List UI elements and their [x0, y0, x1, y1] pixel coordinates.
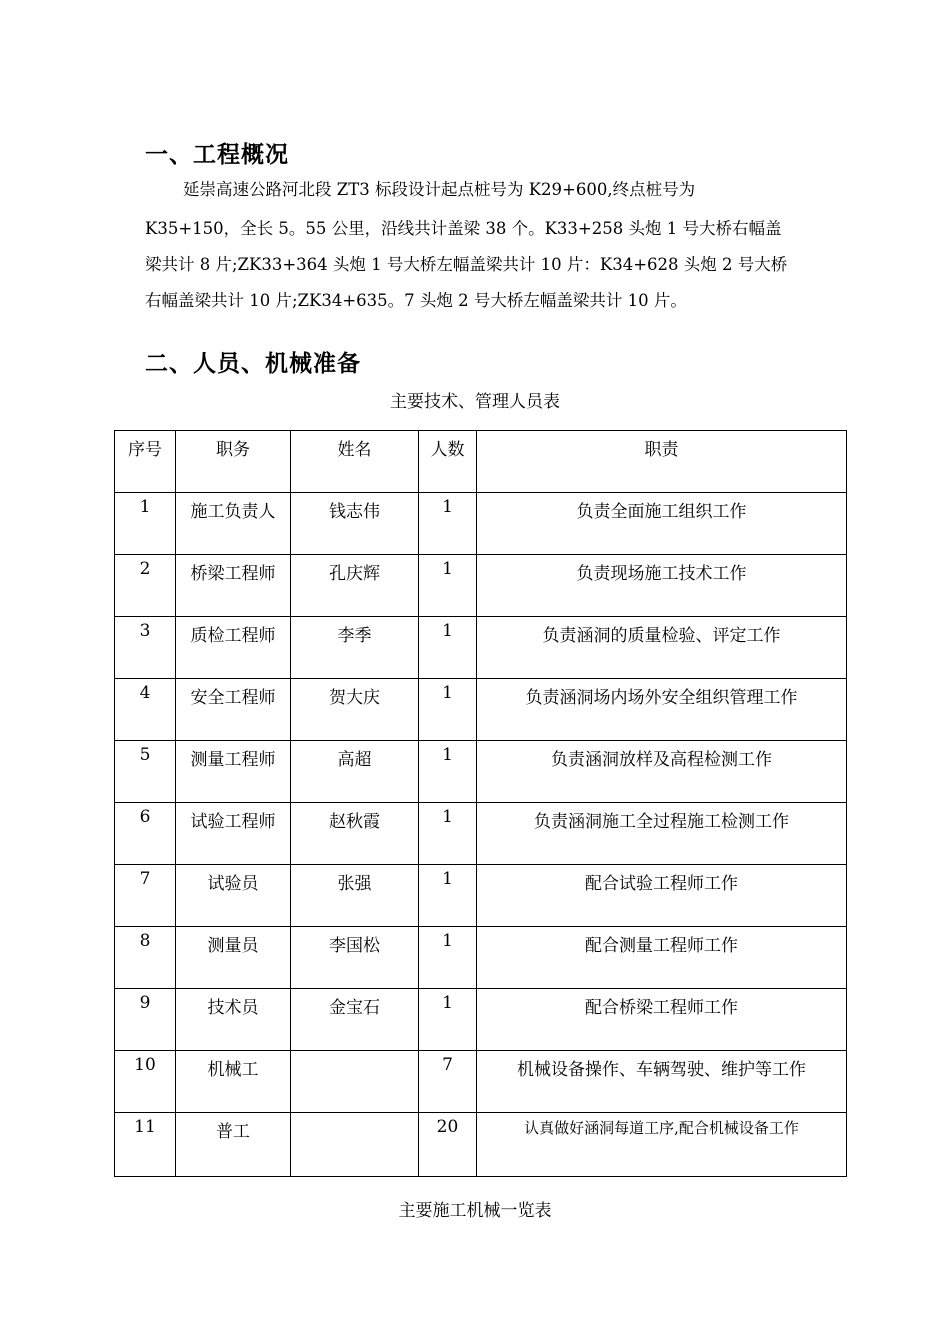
cell-position: 测量工程师: [176, 741, 291, 803]
table-header-row: [115, 431, 847, 493]
cell-name: [291, 1051, 419, 1113]
cell-duty: 负责现场施工技术工作: [477, 555, 847, 617]
table-row: [115, 679, 847, 741]
cell-index: 3: [115, 617, 176, 679]
header-duty: 职责: [477, 431, 847, 493]
cell-name: 高超: [291, 741, 419, 803]
cell-count: 1: [419, 679, 477, 741]
table-row: [115, 555, 847, 617]
cell-name: [291, 1113, 419, 1177]
cell-duty: 机械设备操作、车辆驾驶、维护等工作: [477, 1051, 847, 1113]
cell-index: 9: [115, 989, 176, 1051]
table-row: [115, 803, 847, 865]
cell-count: 1: [419, 617, 477, 679]
table-row: [115, 741, 847, 803]
cell-name: 钱志伟: [291, 493, 419, 555]
cell-name: 李季: [291, 617, 419, 679]
cell-position: 普工: [176, 1113, 291, 1177]
cell-duty: 负责涵洞的质量检验、评定工作: [477, 617, 847, 679]
cell-name: 赵秋霞: [291, 803, 419, 865]
header-name: 姓名: [291, 431, 419, 493]
table-row: [115, 1051, 847, 1113]
header-count: 人数: [419, 431, 477, 493]
cell-name: 孔庆辉: [291, 555, 419, 617]
cell-name: 李国松: [291, 927, 419, 989]
cell-duty: 认真做好涵洞每道工序,配合机械设备工作: [477, 1113, 847, 1177]
overview-line-3: 梁共计 8 片;ZK33+364 头炮 1 号大桥左幅盖梁共计 10 片：K34+628 头炮 2 号大桥: [145, 255, 788, 274]
staff-table: [114, 430, 847, 1177]
header-index: 序号: [115, 431, 176, 493]
cell-name: 贺大庆: [291, 679, 419, 741]
table-row: [115, 865, 847, 927]
cell-duty: 配合测量工程师工作: [477, 927, 847, 989]
personnel-heading: 二、人员、机械准备: [145, 351, 361, 377]
cell-duty: 配合桥梁工程师工作: [477, 989, 847, 1051]
table-row: [115, 927, 847, 989]
cell-count: 20: [419, 1113, 477, 1177]
cell-name: 张强: [291, 865, 419, 927]
cell-index: 10: [115, 1051, 176, 1113]
cell-count: 1: [419, 803, 477, 865]
cell-count: 1: [419, 493, 477, 555]
cell-index: 4: [115, 679, 176, 741]
cell-count: 1: [419, 927, 477, 989]
table-row: [115, 493, 847, 555]
cell-duty: 负责涵洞放样及高程检测工作: [477, 741, 847, 803]
cell-duty: 配合试验工程师工作: [477, 865, 847, 927]
cell-count: 1: [419, 989, 477, 1051]
cell-index: 7: [115, 865, 176, 927]
cell-count: 7: [419, 1051, 477, 1113]
staff-table-caption: 主要技术、管理人员表: [390, 392, 560, 412]
overview-line-1: 延崇高速公路河北段 ZT3 标段设计起点桩号为 K29+600,终点桩号为: [183, 180, 696, 199]
cell-duty: 负责涵洞施工全过程施工检测工作: [477, 803, 847, 865]
cell-position: 质检工程师: [176, 617, 291, 679]
cell-duty: 负责涵洞场内场外安全组织管理工作: [477, 679, 847, 741]
cell-count: 1: [419, 555, 477, 617]
table-row: [115, 617, 847, 679]
machinery-table-caption: 主要施工机械一览表: [398, 1201, 552, 1221]
table-row: [115, 1113, 847, 1177]
cell-index: 11: [115, 1113, 176, 1177]
overview-line-2: K35+150，全长 5。55 公里，沿线共计盖梁 38 个。K33+258 头炮 1 号大桥右幅盖: [145, 219, 782, 238]
cell-position: 桥梁工程师: [176, 555, 291, 617]
cell-position: 安全工程师: [176, 679, 291, 741]
cell-position: 试验员: [176, 865, 291, 927]
cell-duty: 负责全面施工组织工作: [477, 493, 847, 555]
cell-index: 5: [115, 741, 176, 803]
cell-position: 施工负责人: [176, 493, 291, 555]
overview-heading: 一、工程概况: [145, 142, 289, 168]
cell-position: 技术员: [176, 989, 291, 1051]
cell-position: 测量员: [176, 927, 291, 989]
cell-name: 金宝石: [291, 989, 419, 1051]
cell-position: 试验工程师: [176, 803, 291, 865]
table-row: [115, 989, 847, 1051]
cell-count: 1: [419, 865, 477, 927]
cell-index: 8: [115, 927, 176, 989]
cell-position: 机械工: [176, 1051, 291, 1113]
overview-line-4: 右幅盖梁共计 10 片;ZK34+635。7 头炮 2 号大桥左幅盖梁共计 10 片。: [145, 291, 687, 310]
cell-index: 6: [115, 803, 176, 865]
cell-index: 2: [115, 555, 176, 617]
cell-count: 1: [419, 741, 477, 803]
staff-table-body: [115, 493, 847, 1177]
header-position: 职务: [176, 431, 291, 493]
cell-index: 1: [115, 493, 176, 555]
